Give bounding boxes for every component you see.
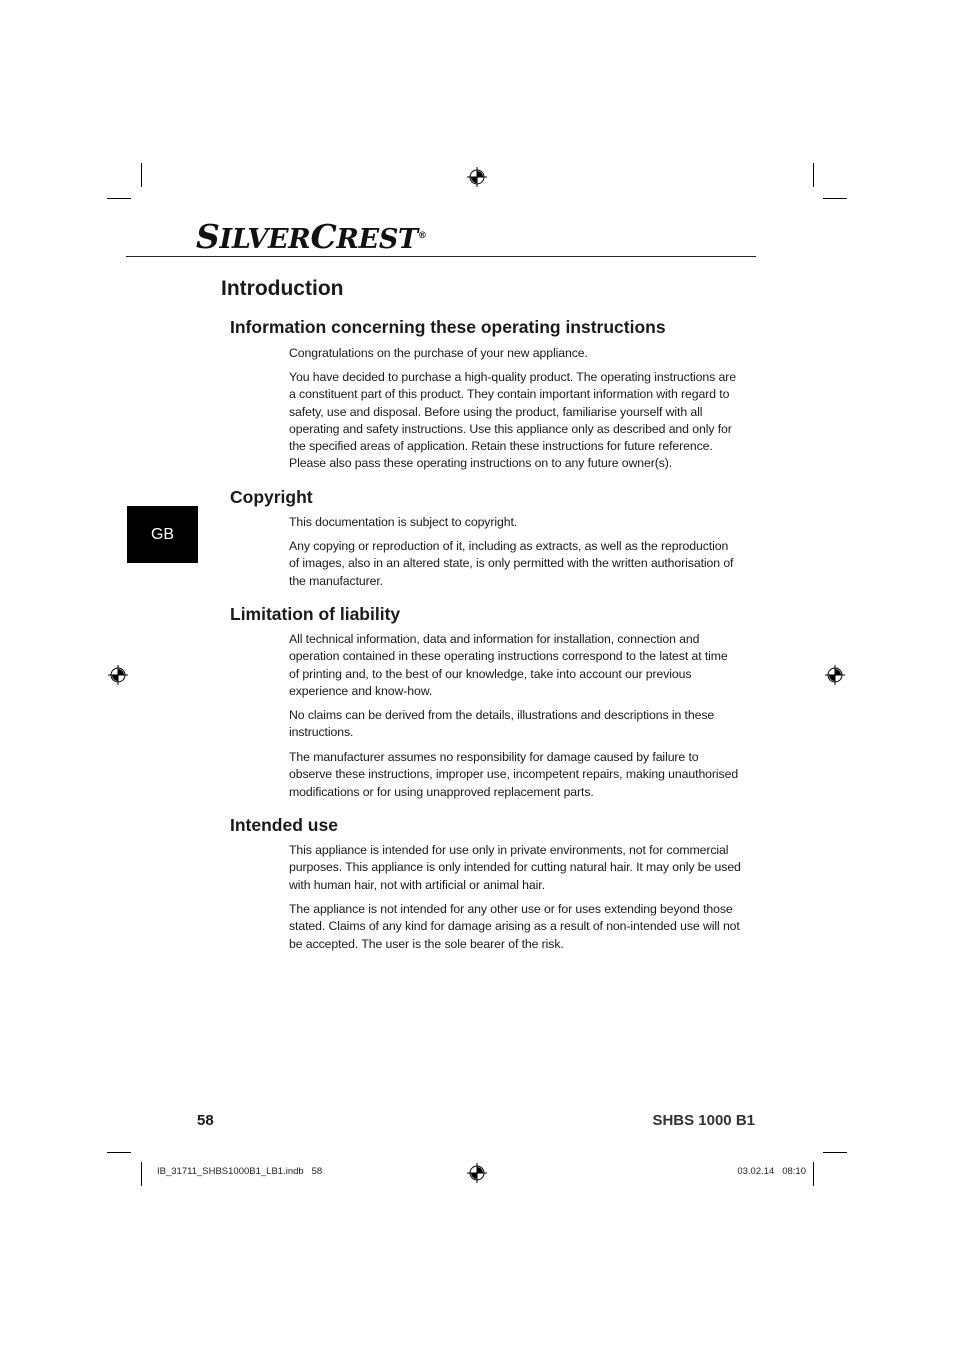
crop-mark <box>107 1152 131 1153</box>
page-number: 58 <box>197 1112 214 1129</box>
paragraph: This appliance is intended for use only in private environments, not for commercial purposes. This appliance is only intended for cutting natural hair. It may only be used with human hair, not with artificial or animal hair. <box>289 843 741 892</box>
registration-mark-icon <box>825 665 845 685</box>
crop-mark <box>141 163 142 187</box>
brand-logo: SILVERCREST® <box>196 217 427 256</box>
header-rule <box>126 256 756 257</box>
paragraph: No claims can be derived from the details, illustrations and descriptions in these instructions. <box>289 708 715 740</box>
registration-mark-icon <box>467 1163 487 1183</box>
paragraph: The appliance is not intended for any other use or for uses extending beyond those stated. Claims of any kind for damage arising as a result of non-intended use will not be accepted. The user is the sole bearer of the risk. <box>289 902 740 951</box>
paragraph: Congratulations on the purchase of your new appliance. <box>289 346 588 360</box>
registration-mark-icon <box>467 167 487 187</box>
section-heading: Limitation of liability <box>230 604 401 624</box>
language-tab <box>127 506 198 563</box>
crop-mark <box>813 1162 814 1186</box>
crop-mark <box>823 1152 847 1153</box>
crop-mark <box>141 1162 142 1186</box>
print-slug-date: 03.02.14 08:10 <box>737 1166 806 1177</box>
paragraph: This documentation is subject to copyright. <box>289 515 518 529</box>
print-slug-file: IB_31711_SHBS1000B1_LB1.indb 58 <box>157 1166 323 1177</box>
page-title: Introduction <box>221 277 344 300</box>
paragraph: The manufacturer assumes no responsibility for damage caused by failure to observe these instructions, improper use, incompetent repairs, making unauthorised modifications or for using unapproved replacement parts. <box>289 750 739 799</box>
model-number: SHBS 1000 B1 <box>652 1112 755 1129</box>
section-heading: Copyright <box>230 487 313 507</box>
registration-mark-icon <box>108 665 128 685</box>
language-tab-label: GB <box>150 525 175 543</box>
crop-mark <box>107 198 131 199</box>
section-heading: Intended use <box>230 815 338 835</box>
paragraph: All technical information, data and information for installation, connection and operation contained in these operating instructions correspond to the latest at time of printing and, to the best of our knowledge, take into account our previous experience and know-how. <box>289 632 728 698</box>
crop-mark <box>813 163 814 187</box>
paragraph: You have decided to purchase a high-quality product. The operating instructions are a constituent part of this product. They contain important information with regard to safety, use and disposal. Before using the product, familiarise yourself with all operating and safety instructions. Use this appliance only as described and only for the specified areas of application. Retain these instructions for future reference. Please also pass these operating instructions on to any future owner(s). <box>289 370 736 471</box>
section-heading: Information concerning these operating instructions <box>230 317 666 337</box>
paragraph: Any copying or reproduction of it, including as extracts, as well as the reproduction of images, also in an altered state, is only permitted with the written authorisation of the manufacturer. <box>289 539 734 588</box>
crop-mark <box>823 198 847 199</box>
